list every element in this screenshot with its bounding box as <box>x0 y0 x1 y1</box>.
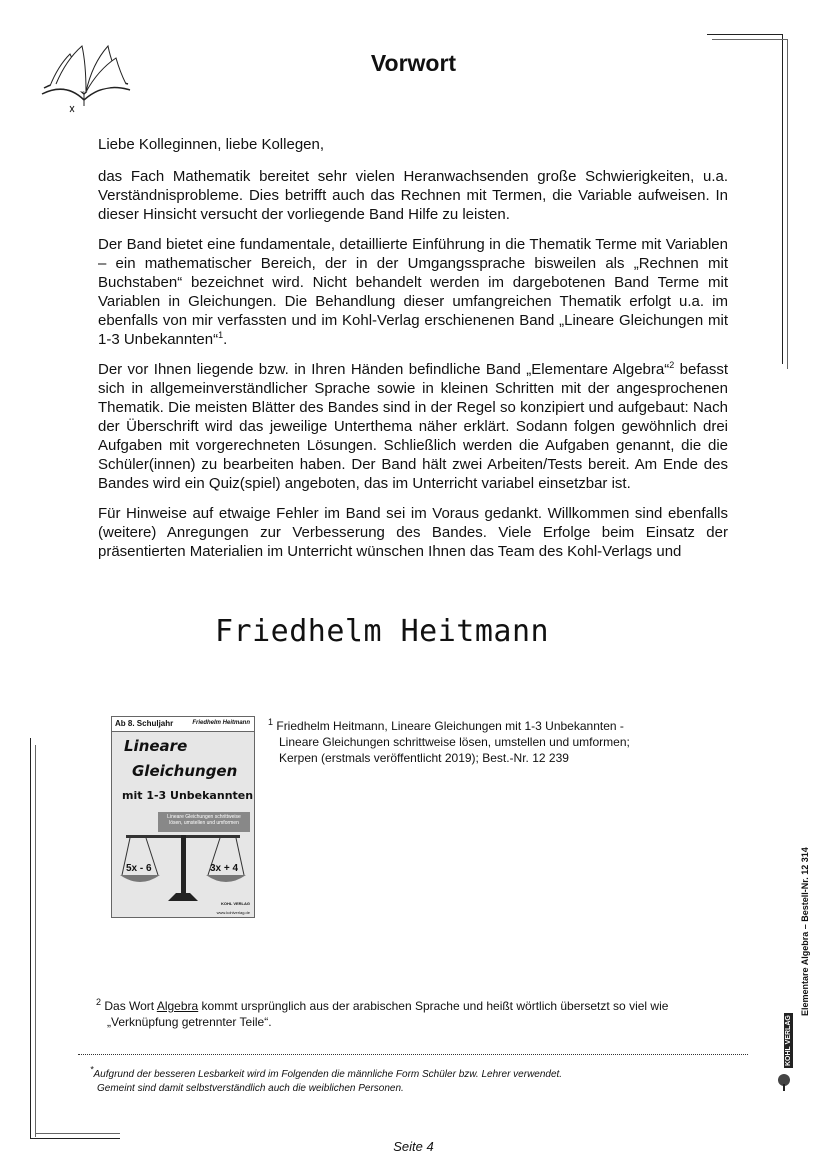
page-number: Seite 4 <box>393 1139 434 1154</box>
footnote-1-marker: 1 <box>268 717 274 727</box>
cover-right-pan-text: 3x + 4 <box>210 863 239 874</box>
cover-title-line2: Gleichungen <box>132 762 238 780</box>
cover-left-pan-text: 5x - 6 <box>126 863 152 874</box>
algebra-word: Algebra <box>156 999 199 1013</box>
cover-publisher: KOHL VERLAG <box>220 901 250 906</box>
book-cover-image <box>111 716 255 918</box>
cover-title-line3: mit 1-3 Unbekannten <box>122 789 254 802</box>
page-title: Vorwort <box>370 50 457 76</box>
gender-note: *Aufgrund der besseren Lesbarkeit wird im Folgenden die männliche Form Schüler bzw. Lehrer verwendet. Gemeint sind damit selbstverständlich auch die weiblichen Personen. <box>90 1064 563 1094</box>
greeting: Liebe Kolleginnen, liebe Kollegen, <box>98 136 325 153</box>
footnote-2-marker: 2 <box>96 997 102 1007</box>
frame-top-right-v <box>782 34 783 364</box>
frame-top-right-v2 <box>787 39 788 369</box>
frame-bottom-left-h2 <box>35 1133 120 1134</box>
paragraph-2: Der Band bietet eine fundamentale, detaillierte Einführung in die Thematik Terme mit Variablen – ein mathematischer Bereich, der in der Umgangssprache bisweilen als „Rechnen mit Buchstaben“ bezeichnet wird. Nicht behandelt werden im dargebotenen Band Terme mit Variablen in Gleichungen. Die Behandlung dieser umfangreichen Thematik erfolgt u.a. im ebenfalls von mir verfassten und im Kohl-Verlag erschienenen Band „Lineare Gleichungen mit 1-3 Unbekannten“$^1$. <box>98 236 728 348</box>
frame-bottom-left-v <box>30 738 31 1138</box>
footnote-1: $^1$ Friedhelm Heitmann, Lineare Gleichungen mit 1-3 Unbekannten - Lineare Gleichungen schrittweise lösen, umstellen und umformen; Kerpen (erstmals veröffentlicht 2019); Best.-Nr. 12 239 <box>268 717 630 765</box>
frame-top-right-h <box>707 34 783 35</box>
dotted-divider <box>78 1054 748 1055</box>
note-marker: * <box>90 1064 94 1075</box>
cover-subtitle: Lineare Gleichungen schrittweise lösen, umstellen und umformen <box>158 812 250 832</box>
cover-author: Friedhelm Heitmann <box>192 720 250 726</box>
signature: Friedhelm Heitmann <box>215 614 550 649</box>
publisher-tree-icon <box>774 1072 794 1092</box>
cover-grade: Ab 8. Schuljahr <box>115 719 174 728</box>
frame-top-right-h2 <box>712 39 788 40</box>
side-publisher-logo: KOHL VERLAG <box>785 1015 792 1066</box>
footnote-ref-2: 2 <box>669 360 675 370</box>
footnote-2: $^2$ Das Wort Algebra kommt ursprünglich aus der arabischen Sprache und heißt wörtlich übersetzt so viel wie „Verknüpfung getrennter Teile“. <box>96 997 669 1029</box>
preface-body <box>98 135 728 572</box>
cover-title-line1: Lineare <box>124 737 188 755</box>
paragraph-3: Der vor Ihnen liegende bzw. in Ihren Händen befindliche Band „Elementare Algebra“$^2$ befasst sich in allgemeinverständlicher Sprache sowie in kleinen Schritten mit der angesprochenen Thematik. Die meisten Blätter des Bandes sind in der Regel so konzipiert und aufgebaut: Nach der Überschrift wird das jeweilige Unterthema näher erklärt. Sodann folgen gewöhnlich drei Aufgaben mit vorgerechneten Lösungen. Schließlich werden die Aufgaben genannt, die die Schüler(innen) zu bearbeiten haben. Der Band hält zwei Arbeiten/Tests bereit. Am Ende des Bandes wird ein Quiz(spiel) angeboten, das im Unterricht variabel einsetzbar ist. <box>98 360 728 492</box>
paragraph-1: das Fach Mathematik bereitet sehr vielen Heranwachsenden große Schwierigkeiten, u.a. Verständnisprobleme. Dies betrifft auch das Rechnen mit Termen, die Variable aufweisen. In dieser Hinsicht versucht der vorliegende Band Hilfe zu leisten. <box>98 168 728 223</box>
side-order-number: Elementare Algebra – Bestell-Nr. 12 314 <box>800 847 810 1016</box>
cover-url: www.kohlverlag.de <box>216 910 250 915</box>
cover-header <box>112 717 254 732</box>
frame-bottom-left-v2 <box>35 745 36 1137</box>
footnote-ref-1: 1 <box>218 330 224 340</box>
paragraph-4: Für Hinweise auf etwaige Fehler im Band sei im Voraus gedankt. Willkommen sind ebenfalls (weitere) Anregungen zur Verbesserung des Bandes. Viele Erfolge beim Einsatz der präsentierten Materialien im Unterricht wünschen Ihnen das Team des Kohl-Verlags und <box>98 505 728 560</box>
